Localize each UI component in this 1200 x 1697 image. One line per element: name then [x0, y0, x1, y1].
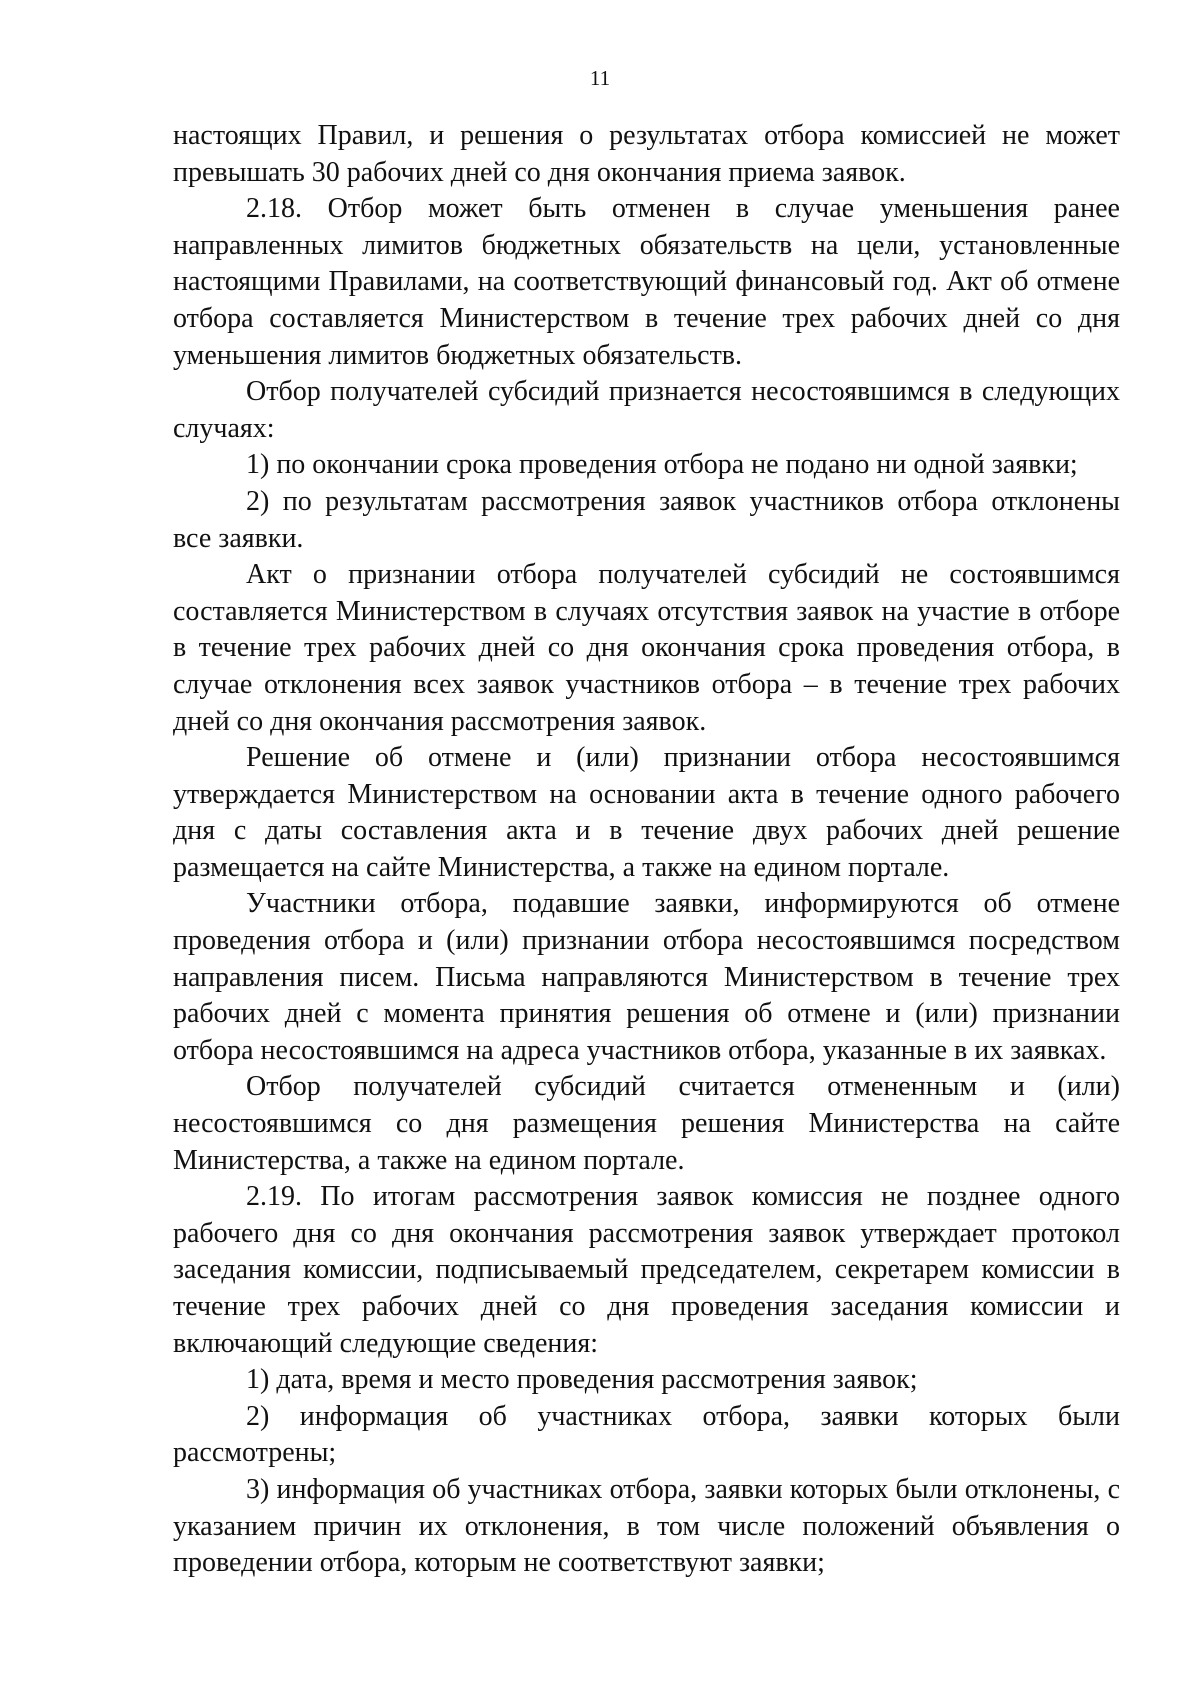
- list-item: 3) информация об участниках отбора, заявки которых были отклонены, с указанием причин их отклонения, в том числе положений объявления о проведении отбора, которым не соответствуют заявки;: [173, 1473, 1120, 1579]
- paragraph: Акт о признании отбора получателей субсидий не состоявшимся составляется Министерством в случаях отсутствия заявок на участие в отборе в течение трех рабочих дней со дня окончания срока проведения отбора, в случае отклонения всех заявок участников отбора – в течение трех рабочих дней со дня окончания рассмотрения заявок.: [173, 559, 1120, 737]
- paragraph-continuation: настоящих Правил, и решения о результатах отбора комиссией не может превышать 30 рабочих дней со дня окончания приема заявок.: [173, 120, 1120, 188]
- page-number: 11: [589, 66, 611, 90]
- paragraph: Отбор получателей субсидий признается несостоявшимся в следующих случаях:: [173, 376, 1120, 444]
- paragraph: Решение об отмене и (или) признании отбора несостоявшимся утверждается Министерством на основании акта в течение одного рабочего дня с даты составления акта и в течение двух рабочих дней решение размещается на сайте Министерства, а также на едином портале.: [173, 742, 1120, 883]
- list-item: 1) дата, время и место проведения рассмотрения заявок;: [246, 1364, 918, 1396]
- list-item: 2) по результатам рассмотрения заявок участников отбора отклонены все заявки.: [173, 485, 1120, 554]
- document-body: [173, 118, 1120, 1582]
- list-item: 2) информация об участниках отбора, заявки которых были рассмотрены;: [173, 1400, 1120, 1469]
- paragraph-2-19: 2.19. По итогам рассмотрения заявок комиссия не позднее одного рабочего дня со дня окончания рассмотрения заявок утверждает протокол заседания комиссии, подписываемый председателем, секретарем комиссии в течение трех рабочих дней со дня проведения заседания комиссии и включающий следующие сведения:: [173, 1181, 1120, 1359]
- list-item: 1) по окончании срока проведения отбора не подано ни одной заявки;: [246, 449, 1078, 481]
- paragraph: Отбор получателей субсидий считается отмененным и (или) несостоявшимся со дня размещения решения Министерства на сайте Министерства, а также на едином портале.: [173, 1071, 1120, 1176]
- paragraph-2-18: 2.18. Отбор может быть отменен в случае уменьшения ранее направленных лимитов бюджетных обязательств на цели, установленные настоящими Правилами, на соответствующий финансовый год. Акт об отмене отбора составляется Министерством в течение трех рабочих дней со дня уменьшения лимитов бюджетных обязательств.: [173, 193, 1120, 371]
- paragraph: Участники отбора, подавшие заявки, информируются об отмене проведения отбора и (или) признании отбора несостоявшимся посредством направления писем. Письма направляются Министерством в течение трех рабочих дней с момента принятия решения об отмене и (или) признании отбора несостоявшимся на адреса участников отбора, указанные в их заявках.: [173, 888, 1120, 1066]
